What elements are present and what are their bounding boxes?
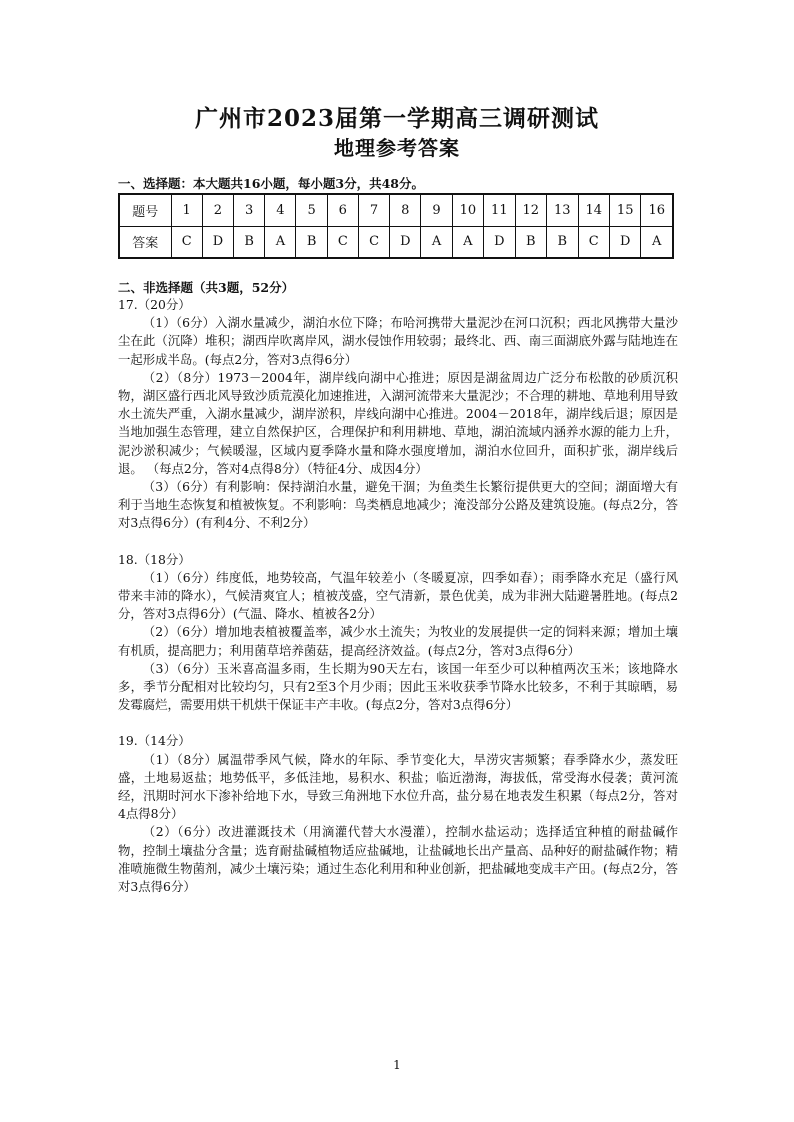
table-cell: B xyxy=(547,226,578,258)
table-cell: B xyxy=(234,226,265,258)
table-cell: A xyxy=(641,226,673,258)
table-cell: A xyxy=(265,226,296,258)
row-label-answer: 答案 xyxy=(119,226,171,258)
q17-part1: （1）（6分）入湖水量减少，湖泊水位下降；布哈河携带大量泥沙在河口沉积；西北风携带大量沙尘在此（沉降）堆积；湖西岸吹离岸风，湖水侵蚀作用较弱；最终北、西、南三面湖底外露与陆地连在一起形成半岛。(每点2分，答对3点得6分） xyxy=(118,315,678,367)
q18-part2: （2）（6分）增加地表植被覆盖率，减少水土流失；为牧业的发展提供一定的饲料来源；增加土壤有机质，提高肥力；利用菌草培养菌菇，提高经济效益。(每点2分，答对3点得6分） xyxy=(118,624,678,658)
page-number: 1 xyxy=(393,1058,401,1072)
table-cell: 3 xyxy=(234,194,265,226)
answer-body xyxy=(118,296,678,896)
table-cell: 9 xyxy=(421,194,452,226)
table-cell: C xyxy=(358,226,389,258)
q19-part2: （2）（6分）改进灌溉技术（用滴灌代替大水漫灌），控制水盐运动；选择适宜种植的耐盐碱作物，控制土壤盐分含量；选育耐盐碱植物适应盐碱地，让盐碱地长出产量高、品种好的耐盐碱作物；精准喷施微生物菌剂，减少土壤污染；通过生态化利用和种业创新，把盐碱地变成丰产田。(每点2分，答对3点得6分） xyxy=(118,824,678,895)
table-cell: 11 xyxy=(484,194,515,226)
q17-part2: （2）（8分）1973－2004年，湖岸线向湖中心推进；原因是湖盆周边广泛分布松散的砂质沉积物，湖区盛行西北风导致沙质荒漠化加速推进，入湖河流带来大量泥沙；不合理的耕地、草地利用导致水土流失严重，入湖水量减少，湖岸淤积，岸线向湖中心推进。2004－2018年，湖岸线后退；原因是当地加强生态管理，建立自然保护区，合理保护和利用耕地、草地，湖泊流域内涵养水源的能力上升，泥沙淤积减少；气候暖湿，区域内夏季降水量和降水强度增加，湖泊水位回升，面积扩张，湖岸线后退。 （每点2分，答对4点得8分）（特征4分、成因4分） xyxy=(118,369,678,476)
table-cell: A xyxy=(452,226,483,258)
table-cell: D xyxy=(390,226,421,258)
document-subtitle: 地理参考答案 xyxy=(334,136,460,160)
table-cell: 1 xyxy=(171,194,202,226)
q17-heading: 17.（20分） xyxy=(118,297,191,312)
q19-heading: 19.（14分） xyxy=(118,733,191,749)
table-cell: 10 xyxy=(452,194,483,226)
table-cell: 16 xyxy=(641,194,673,226)
answer-table xyxy=(118,193,674,259)
section-2-heading: 二、非选择题（共3题，52分） xyxy=(118,280,295,295)
table-cell: B xyxy=(296,226,327,258)
table-cell: 6 xyxy=(327,194,358,226)
section-1-heading: 一、选择题：本大题共16小题，每小题3分，共48分。 xyxy=(118,176,424,191)
table-cell: A xyxy=(421,226,452,258)
table-cell: B xyxy=(515,226,546,258)
table-cell: C xyxy=(578,226,609,258)
document-title: 广州市2023届第一学期高三调研测试 xyxy=(194,105,599,132)
table-cell: C xyxy=(327,226,358,258)
table-cell: 2 xyxy=(202,194,233,226)
table-cell: 15 xyxy=(609,194,640,226)
table-cell: D xyxy=(484,226,515,258)
q18-heading: 18.（18分） xyxy=(118,551,191,567)
table-cell: 12 xyxy=(515,194,546,226)
table-cell: C xyxy=(171,226,202,258)
table-cell: 13 xyxy=(547,194,578,226)
q18-part1: （1）（6分）纬度低，地势较高，气温年较差小（冬暖夏凉，四季如春）；雨季降水充足（盛行风带来丰沛的降水），气候清爽宜人；植被茂盛，空气清新，景色优美，成为非洲大陆避暑胜地。(每点2分，答对3点得6分）(气温、降水、植被各2分） xyxy=(118,569,678,622)
table-cell: 14 xyxy=(578,194,609,226)
table-row-numbers xyxy=(119,194,673,226)
q17-part3: （3）（6分）有利影响：保持湖泊水量，避免干涸；为鱼类生长繁衍提供更大的空间；湖面增大有利于当地生态恢复和植被恢复。不利影响：鸟类栖息地减少；淹没部分公路及建筑设施。(每点2分，答对3点得6分）(有利4分、不利2分） xyxy=(118,479,678,531)
table-row-answers xyxy=(119,226,673,258)
q19-part1: （1）（8分）属温带季风气候，降水的年际、季节变化大，旱涝灾害频繁；春季降水少，蒸发旺盛，土地易返盐；地势低平，多低洼地，易积水、积盐；临近渤海，海拔低，常受海水侵袭；黄河流经，汛期时河水下渗补给地下水，导致三角洲地下水位升高，盐分易在地表发生积累（每点2分，答对4点得8分） xyxy=(118,751,678,822)
table-cell: 7 xyxy=(358,194,389,226)
table-cell: 8 xyxy=(390,194,421,226)
row-label-number: 题号 xyxy=(119,194,171,226)
q18-part3: （3）（6分）玉米喜高温多雨，生长期为90天左右，该国一年至少可以种植两次玉米；该地降水多，季节分配相对比较均匀，只有2至3个月少雨；因此玉米收获季节降水比较多，不利于其晾晒，易发霉腐烂，需要用烘干机烘干保证丰产丰收。(每点2分，答对3点得6分） xyxy=(118,660,678,713)
table-cell: D xyxy=(202,226,233,258)
table-cell: D xyxy=(609,226,640,258)
table-cell: 5 xyxy=(296,194,327,226)
table-cell: 4 xyxy=(265,194,296,226)
